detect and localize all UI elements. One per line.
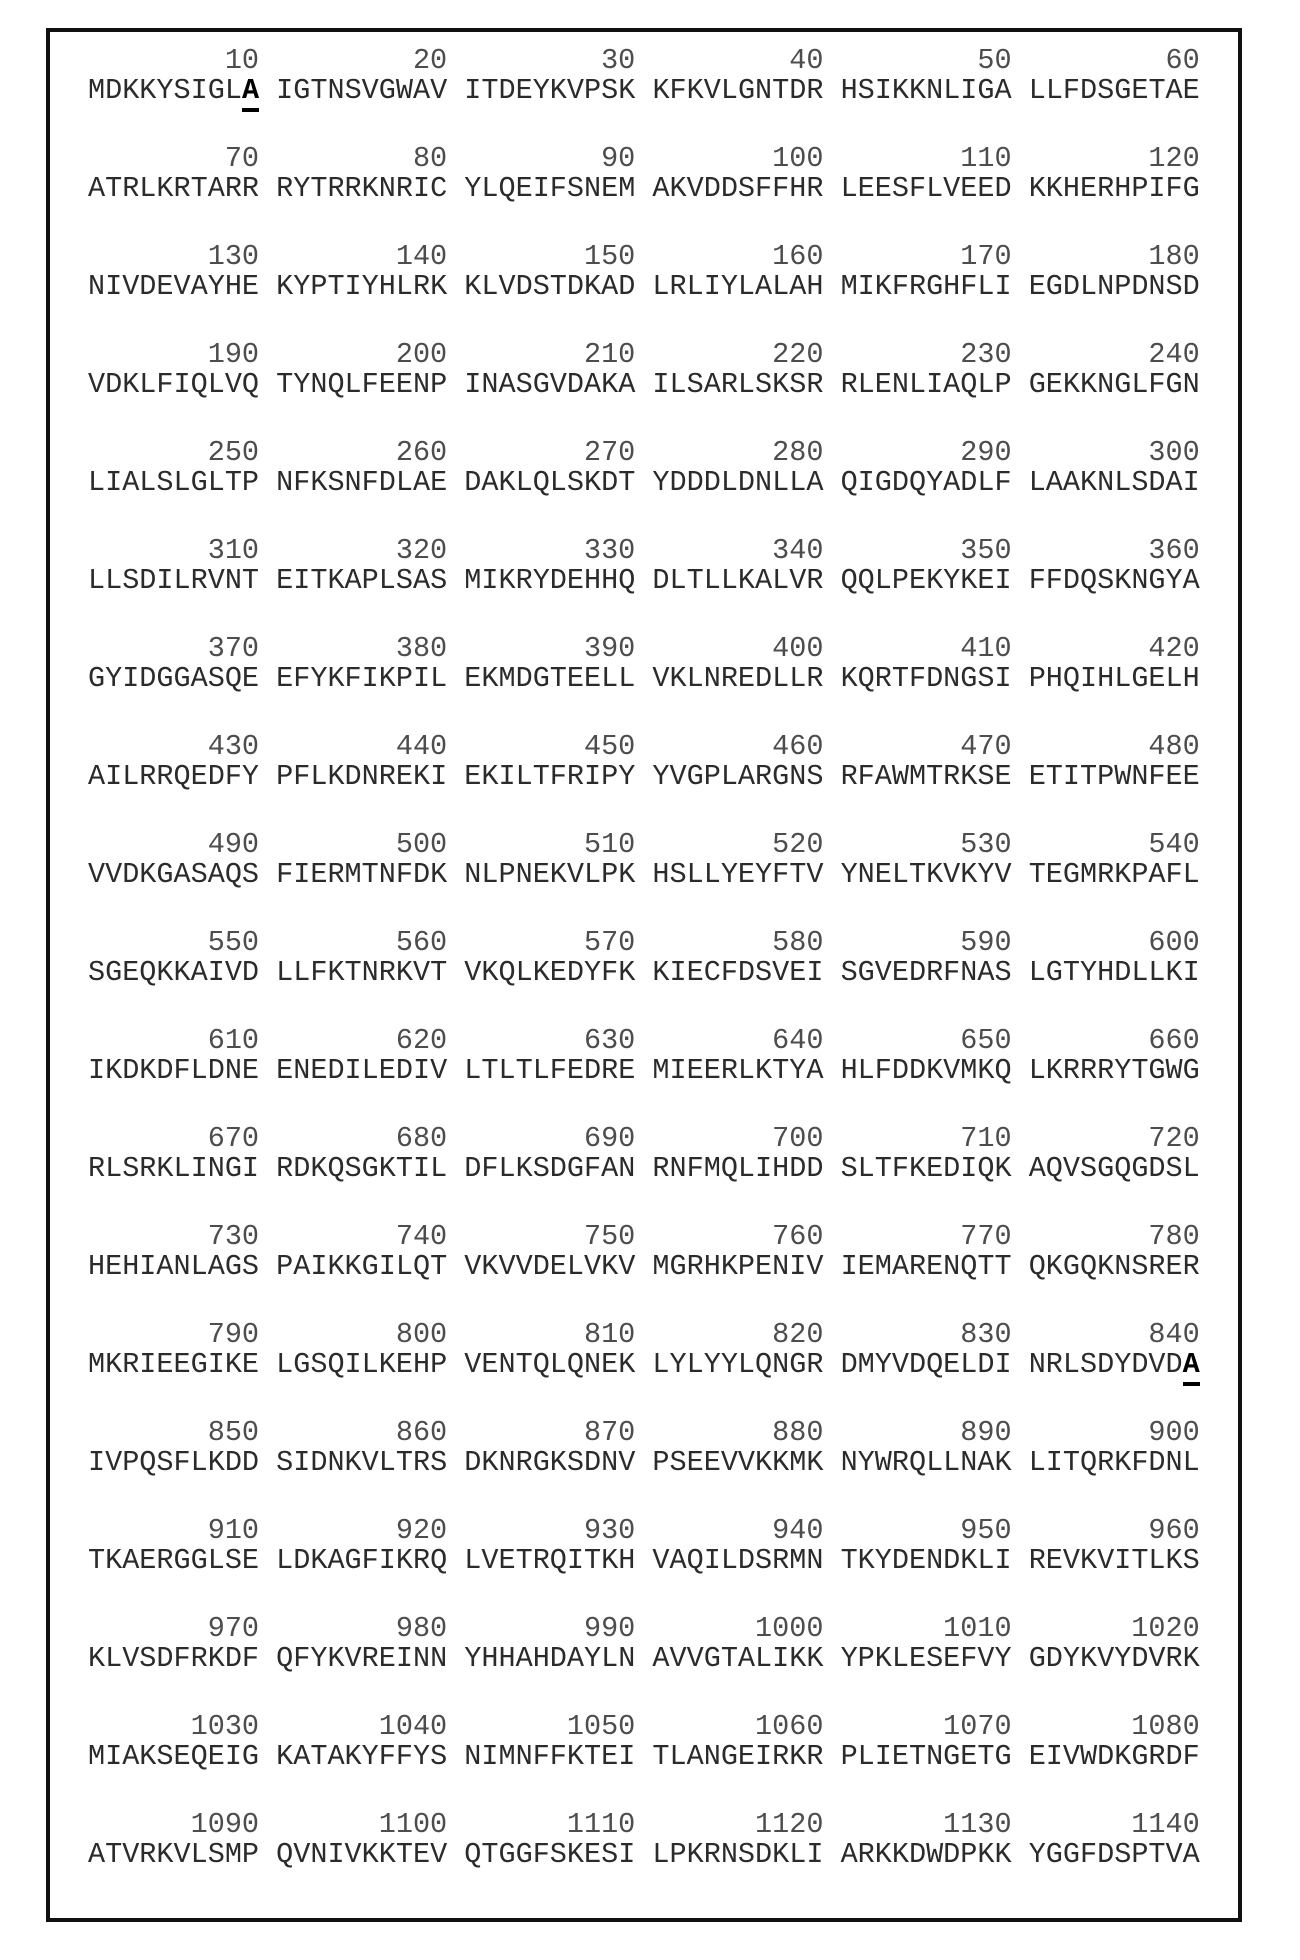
sequence-line: NIVDEVAYHE KYPTIYHLRK KLVDSTDKAD LRLIYLALAH MIKFRGHFLI EGDLNPDNSD xyxy=(88,270,1200,303)
sequence-line: AILRRQEDFY PFLKDNREKI EKILTFRIPY YVGPLARGNS RFAWMTRKSE ETITPWNFEE xyxy=(88,760,1200,793)
position-ruler: 10 20 30 40 50 60 xyxy=(88,44,1200,77)
position-ruler: 790 800 810 820 830 840 xyxy=(88,1318,1200,1351)
position-ruler: 250 260 270 280 290 300 xyxy=(88,436,1200,469)
sequence-line: LLSDILRVNT EITKAPLSAS MIKRYDEHHQ DLTLLKALVR QQLPEKYKEI FFDQSKNGYA xyxy=(88,564,1200,597)
sequence-row xyxy=(88,1124,1238,1184)
sequence-row xyxy=(88,732,1238,792)
sequence-row xyxy=(88,1026,1238,1086)
sequence-row xyxy=(88,634,1238,694)
position-ruler: 970 980 990 1000 1010 1020 xyxy=(88,1612,1200,1645)
sequence-line: GYIDGGASQE EFYKFIKPIL EKMDGTEELL VKLNREDLLR KQRTFDNGSI PHQIHLGELH xyxy=(88,662,1200,695)
position-ruler: 370 380 390 400 410 420 xyxy=(88,632,1200,665)
sequence-row xyxy=(88,928,1238,988)
mutation-highlight: A xyxy=(242,74,259,112)
sequence-row xyxy=(88,438,1238,498)
sequence-line: KLVSDFRKDF QFYKVREINN YHHAHDAYLN AVVGTALIKK YPKLESEFVY GDYKVYDVRK xyxy=(88,1642,1200,1675)
sequence-rows xyxy=(88,46,1238,1870)
sequence-row xyxy=(88,1614,1238,1674)
sequence-row xyxy=(88,46,1238,106)
sequence-line: MKRIEEGIKE LGSQILKEHP VENTQLQNEK LYLYYLQNGR DMYVDQELDI NRLSDYDVDA xyxy=(88,1350,1238,1380)
sequence-listing-panel xyxy=(46,28,1242,1922)
position-ruler: 310 320 330 340 350 360 xyxy=(88,534,1200,567)
sequence-line: SGEQKKAIVD LLFKTNRKVT VKQLKEDYFK KIECFDSVEI SGVEDRFNAS LGTYHDLLKI xyxy=(88,956,1200,989)
position-ruler: 190 200 210 220 230 240 xyxy=(88,338,1200,371)
position-ruler: 1090 1100 1110 1120 1130 1140 xyxy=(88,1808,1200,1841)
position-ruler: 730 740 750 760 770 780 xyxy=(88,1220,1200,1253)
sequence-line: MDKKYSIGLA IGTNSVGWAV ITDEYKVPSK KFKVLGNTDR HSIKKNLIGA LLFDSGETAE xyxy=(88,76,1238,106)
sequence-line: VVDKGASAQS FIERMTNFDK NLPNEKVLPK HSLLYEYFTV YNELTKVKYV TEGMRKPAFL xyxy=(88,858,1200,891)
position-ruler: 70 80 90 100 110 120 xyxy=(88,142,1200,175)
sequence-row xyxy=(88,242,1238,302)
sequence-line: ATRLKRTARR RYTRRKNRIC YLQEIFSNEM AKVDDSFFHR LEESFLVEED KKHERHPIFG xyxy=(88,172,1200,205)
sequence-row xyxy=(88,1516,1238,1576)
sequence-row xyxy=(88,144,1238,204)
sequence-line: VDKLFIQLVQ TYNQLFEENP INASGVDAKA ILSARLSKSR RLENLIAQLP GEKKNGLFGN xyxy=(88,368,1200,401)
sequence-line: LIALSLGLTP NFKSNFDLAE DAKLQLSKDT YDDDLDNLLA QIGDQYADLF LAAKNLSDAI xyxy=(88,466,1200,499)
sequence-row xyxy=(88,1222,1238,1282)
sequence-line: MIAKSEQEIG KATAKYFFYS NIMNFFKTEI TLANGEIRKR PLIETNGETG EIVWDKGRDF xyxy=(88,1740,1200,1773)
sequence-line: HEHIANLAGS PAIKKGILQT VKVVDELVKV MGRHKPENIV IEMARENQTT QKGQKNSRER xyxy=(88,1250,1200,1283)
position-ruler: 1030 1040 1050 1060 1070 1080 xyxy=(88,1710,1200,1743)
position-ruler: 610 620 630 640 650 660 xyxy=(88,1024,1200,1057)
position-ruler: 550 560 570 580 590 600 xyxy=(88,926,1200,959)
sequence-line: ATVRKVLSMP QVNIVKKTEV QTGGFSKESI LPKRNSDKLI ARKKDWDPKK YGGFDSPTVA xyxy=(88,1838,1200,1871)
sequence-row xyxy=(88,830,1238,890)
sequence-row xyxy=(88,1320,1238,1380)
sequence-line: IKDKDFLDNE ENEDILEDIV LTLTLFEDRE MIEERLKTYA HLFDDKVMKQ LKRRRYTGWG xyxy=(88,1054,1200,1087)
mutation-highlight: A xyxy=(1183,1348,1200,1386)
sequence-row xyxy=(88,340,1238,400)
sequence-line: RLSRKLINGI RDKQSGKTIL DFLKSDGFAN RNFMQLIHDD SLTFKEDIQK AQVSGQGDSL xyxy=(88,1152,1200,1185)
sequence-row xyxy=(88,536,1238,596)
position-ruler: 130 140 150 160 170 180 xyxy=(88,240,1200,273)
position-ruler: 490 500 510 520 530 540 xyxy=(88,828,1200,861)
sequence-row xyxy=(88,1418,1238,1478)
position-ruler: 430 440 450 460 470 480 xyxy=(88,730,1200,763)
position-ruler: 670 680 690 700 710 720 xyxy=(88,1122,1200,1155)
sequence-row xyxy=(88,1712,1238,1772)
sequence-row xyxy=(88,1810,1238,1870)
sequence-line: TKAERGGLSE LDKAGFIKRQ LVETRQITKH VAQILDSRMN TKYDENDKLI REVKVITLKS xyxy=(88,1544,1200,1577)
position-ruler: 850 860 870 880 890 900 xyxy=(88,1416,1200,1449)
sequence-line: IVPQSFLKDD SIDNKVLTRS DKNRGKSDNV PSEEVVKKMK NYWRQLLNAK LITQRKFDNL xyxy=(88,1446,1200,1479)
position-ruler: 910 920 930 940 950 960 xyxy=(88,1514,1200,1547)
